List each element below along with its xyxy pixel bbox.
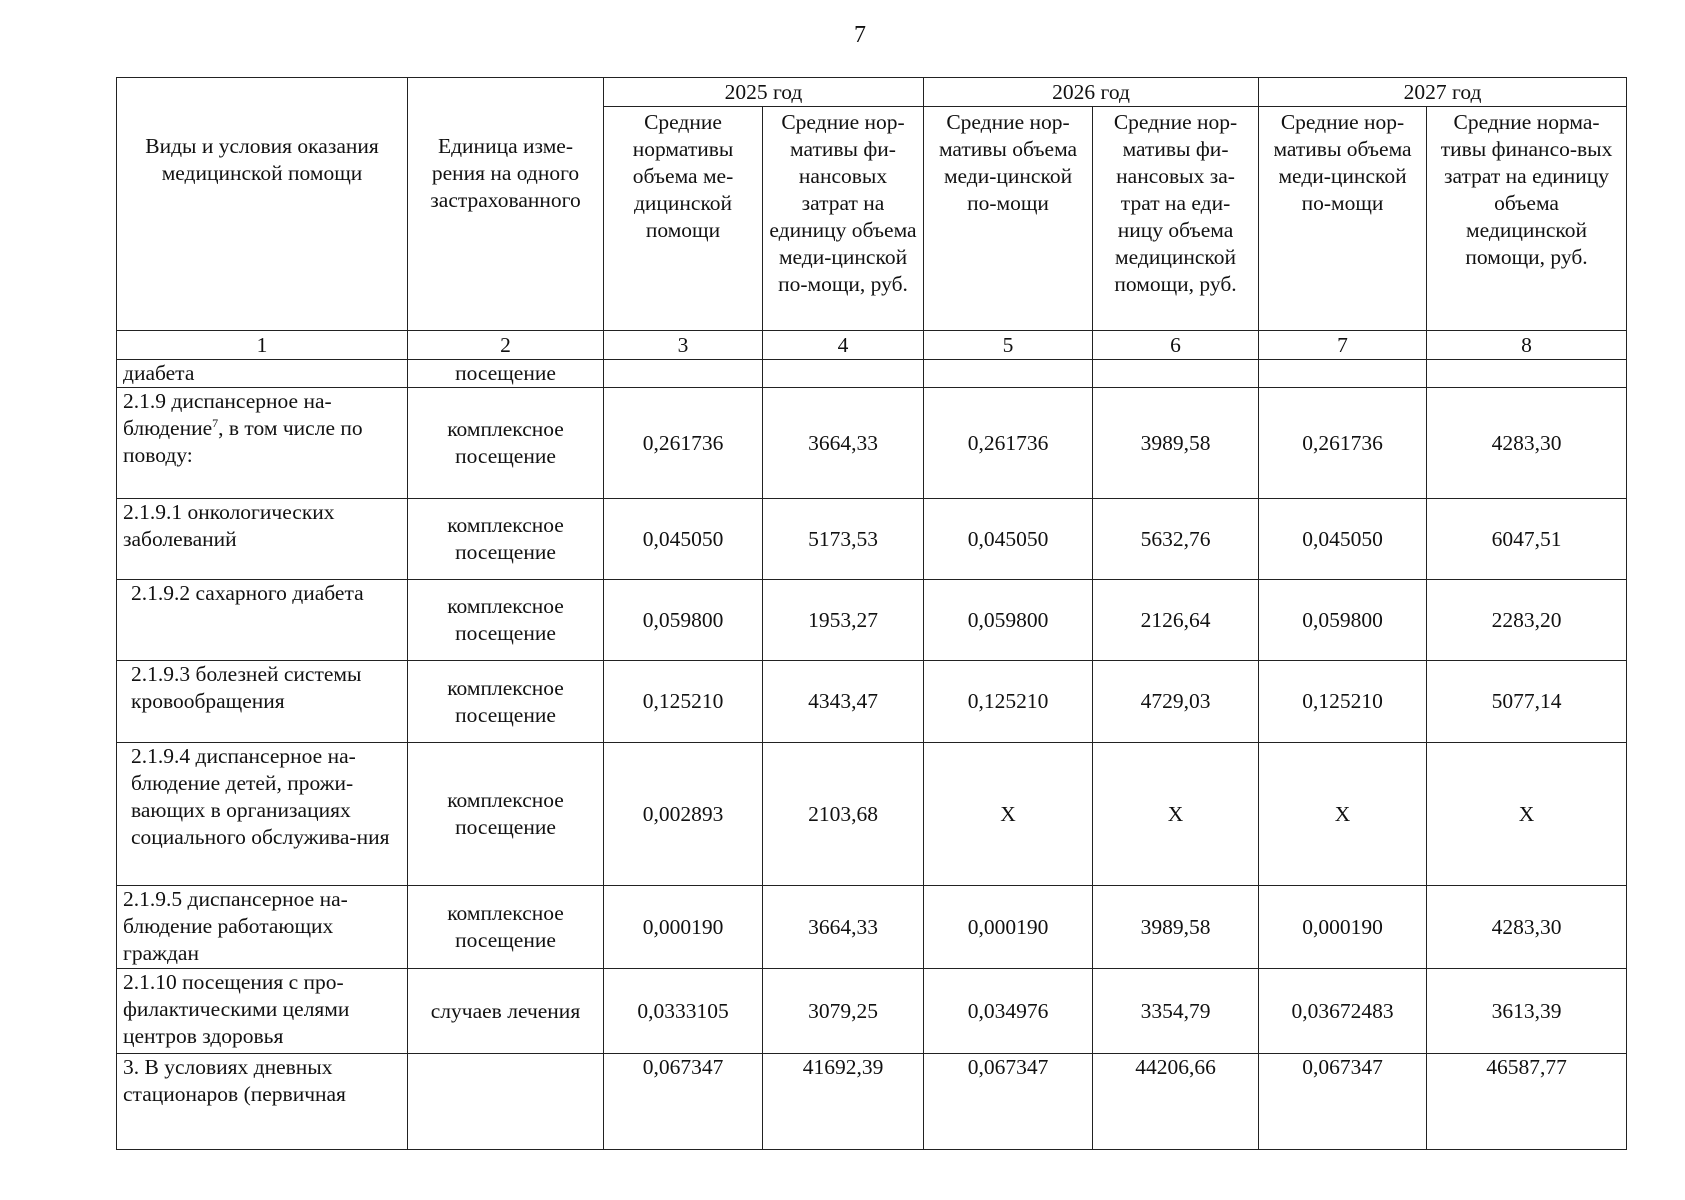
value: 3664,33	[763, 388, 924, 499]
unit: посещение	[408, 360, 604, 388]
care-type: 3. В условиях дневных стационаров (первичная	[117, 1054, 408, 1150]
table-row	[117, 661, 1627, 743]
value: X	[924, 743, 1093, 886]
table-row	[117, 886, 1627, 969]
care-type: 2.1.9.1 онкологических заболеваний	[117, 499, 408, 580]
table-row	[117, 1054, 1627, 1150]
value: 2126,64	[1093, 580, 1259, 661]
care-type: 2.1.9.4 диспансерное на-блюдение детей, прожи-вающих в организациях социального обслужива-ния	[117, 743, 408, 886]
value: 2283,20	[1427, 580, 1627, 661]
unit: комплексное посещение	[408, 580, 604, 661]
value: 4729,03	[1093, 661, 1259, 743]
care-type: диабета	[117, 360, 408, 388]
value: 0,059800	[924, 580, 1093, 661]
value: X	[1093, 743, 1259, 886]
value: 6047,51	[1427, 499, 1627, 580]
value: 3079,25	[763, 969, 924, 1054]
care-type: 2.1.9.5 диспансерное на-блюдение работающих граждан	[117, 886, 408, 969]
header-2026-cost: Средние нор-мативы фи-нансовых за-трат на еди-ницу объема медицинской помощи, руб.	[1093, 107, 1259, 331]
value	[604, 360, 763, 388]
value: X	[1259, 743, 1427, 886]
value: 0,067347	[604, 1054, 763, 1150]
value: 41692,39	[763, 1054, 924, 1150]
footnote-mark: 7	[212, 415, 219, 430]
table-row	[117, 388, 1627, 499]
header-year-2027: 2027 год	[1259, 78, 1627, 107]
value: 0,045050	[1259, 499, 1427, 580]
table-row	[117, 499, 1627, 580]
value: 5077,14	[1427, 661, 1627, 743]
value: 3664,33	[763, 886, 924, 969]
column-number: 1	[117, 331, 408, 360]
header-2027-volume: Средние нор-мативы объема меди-цинской по-мощи	[1259, 107, 1427, 331]
value: 0,045050	[604, 499, 763, 580]
value	[1427, 360, 1627, 388]
value: X	[1427, 743, 1627, 886]
value: 0,261736	[924, 388, 1093, 499]
value: 3354,79	[1093, 969, 1259, 1054]
column-number: 3	[604, 331, 763, 360]
header-2025-cost: Средние нор-мативы фи-нансовых затрат на единицу объема меди-цинской по-мощи, руб.	[763, 107, 924, 331]
value	[1093, 360, 1259, 388]
value: 5632,76	[1093, 499, 1259, 580]
value: 46587,77	[1427, 1054, 1627, 1150]
table-row	[117, 360, 1627, 388]
value: 0,000190	[604, 886, 763, 969]
value: 0,261736	[604, 388, 763, 499]
header-2026-volume: Средние нор-мативы объема меди-цинской по-мощи	[924, 107, 1093, 331]
value: 0,059800	[604, 580, 763, 661]
value: 0,067347	[1259, 1054, 1427, 1150]
value	[763, 360, 924, 388]
table-row	[117, 580, 1627, 661]
value: 0,002893	[604, 743, 763, 886]
header-2025-volume: Средние нормативы объема ме-дицинской помощи	[604, 107, 763, 331]
care-type: 2.1.10 посещения с про-филактическими целями центров здоровья	[117, 969, 408, 1054]
unit	[408, 1054, 604, 1150]
value: 44206,66	[1093, 1054, 1259, 1150]
value	[1259, 360, 1427, 388]
value: 0,261736	[1259, 388, 1427, 499]
value: 3613,39	[1427, 969, 1627, 1054]
care-type-text: 2.1.9 диспансерное на-блюдение	[123, 389, 332, 440]
header-unit: Единица изме-рения на одного застрахованного	[408, 78, 604, 331]
header-2027-cost: Средние норма-тивы финансо-вых затрат на единицу объема медицинской помощи, руб.	[1427, 107, 1627, 331]
unit: комплексное посещение	[408, 661, 604, 743]
value: 0,067347	[924, 1054, 1093, 1150]
value: 0,125210	[604, 661, 763, 743]
value: 4343,47	[763, 661, 924, 743]
care-type: 2.1.9.3 болезней системы кровообращения	[117, 661, 408, 743]
value: 0,03672483	[1259, 969, 1427, 1054]
value: 0,000190	[924, 886, 1093, 969]
value: 0,045050	[924, 499, 1093, 580]
unit: комплексное посещение	[408, 743, 604, 886]
value: 2103,68	[763, 743, 924, 886]
unit: комплексное посещение	[408, 499, 604, 580]
table-row	[117, 743, 1627, 886]
unit: комплексное посещение	[408, 388, 604, 499]
value: 0,059800	[1259, 580, 1427, 661]
value: 3989,58	[1093, 388, 1259, 499]
value: 3989,58	[1093, 886, 1259, 969]
column-number: 5	[924, 331, 1093, 360]
header-year-2025: 2025 год	[604, 78, 924, 107]
header-year-2026: 2026 год	[924, 78, 1259, 107]
column-number: 7	[1259, 331, 1427, 360]
column-number: 2	[408, 331, 604, 360]
value: 0,034976	[924, 969, 1093, 1054]
value: 4283,30	[1427, 388, 1627, 499]
table-row	[117, 969, 1627, 1054]
column-number: 4	[763, 331, 924, 360]
value: 4283,30	[1427, 886, 1627, 969]
unit: случаев лечения	[408, 969, 604, 1054]
value: 0,125210	[924, 661, 1093, 743]
header-care-type: Виды и условия оказания медицинской помощи	[117, 78, 408, 331]
standards-table	[116, 77, 1627, 1150]
page-number: 7	[854, 22, 866, 48]
value: 0,000190	[1259, 886, 1427, 969]
care-type	[117, 388, 408, 499]
value: 0,0333105	[604, 969, 763, 1054]
care-type-tail: , в том числе по поводу:	[123, 416, 363, 467]
value	[924, 360, 1093, 388]
value: 0,125210	[1259, 661, 1427, 743]
column-number: 6	[1093, 331, 1259, 360]
value: 1953,27	[763, 580, 924, 661]
value: 5173,53	[763, 499, 924, 580]
unit: комплексное посещение	[408, 886, 604, 969]
column-number: 8	[1427, 331, 1627, 360]
care-type: 2.1.9.2 сахарного диабета	[117, 580, 408, 661]
